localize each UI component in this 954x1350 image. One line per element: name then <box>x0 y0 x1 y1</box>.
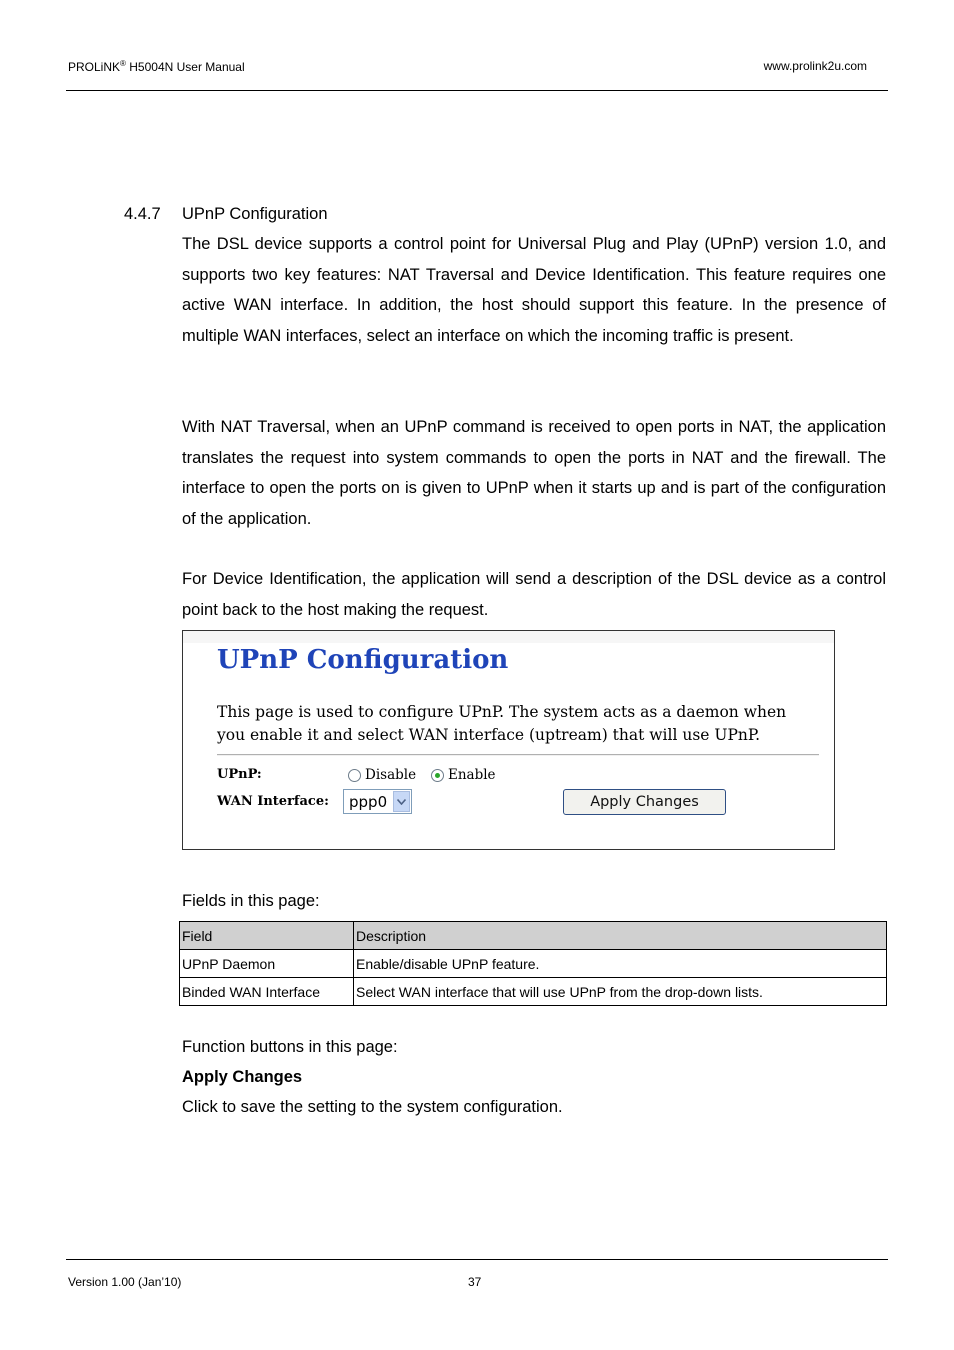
radio-enable[interactable] <box>431 767 496 783</box>
table-cell-description: Select WAN interface that will use UPnP from the drop-down lists. <box>354 978 887 1006</box>
header-description: Description <box>354 922 887 950</box>
page-number: 37 <box>468 1275 482 1289</box>
wan-interface-select[interactable] <box>343 789 412 814</box>
table-cell-field: UPnP Daemon <box>180 950 354 978</box>
radio-enable-label: Enable <box>448 767 496 783</box>
panel-divider <box>217 754 819 756</box>
panel-top-band <box>183 631 834 643</box>
footer-version: Version 1.00 (Jan’10) <box>68 1275 182 1289</box>
apply-changes-button[interactable]: Apply Changes <box>563 789 726 815</box>
radio-disable[interactable] <box>348 767 416 783</box>
header-title <box>68 59 245 74</box>
paragraph-intro: The DSL device supports a control point for Universal Plug and Play (UPnP) version 1.0, and supports two key features: NAT Traversal and Device Identification. This feature requires one active WAN interface. In addition, the host should support this feature. In the presence of multiple WAN interfaces, select an interface on which the incoming traffic is present. <box>182 235 886 345</box>
registered-mark: ® <box>120 59 126 68</box>
section-number: 4.4.7 <box>124 205 161 223</box>
chevron-down-icon[interactable] <box>393 791 410 812</box>
brand-name: PROLiNK <box>68 60 121 74</box>
header-url: www.prolink2u.com <box>763 59 867 73</box>
function-button-description: Click to save the setting to the system configuration. <box>182 1098 563 1116</box>
table-header-row <box>180 922 887 950</box>
table-row <box>180 978 887 1006</box>
function-buttons-label: Function buttons in this page: <box>182 1038 398 1056</box>
function-button-name: Apply Changes <box>182 1068 303 1086</box>
header-rule <box>66 90 888 91</box>
radio-enable-circle[interactable] <box>431 769 444 782</box>
fields-label: Fields in this page: <box>182 892 320 910</box>
panel-title: UPnP Configuration <box>217 645 509 675</box>
table-row <box>180 950 887 978</box>
paragraph-nat-traversal: With NAT Traversal, when an UPnP command is received to open ports in NAT, the application translates the request into system commands to open the ports in NAT and the firewall. The interface to open the ports on is given to UPnP when it starts up and is part of the configuration of the application. <box>182 418 886 528</box>
fields-table <box>179 921 887 1006</box>
footer-rule <box>66 1259 888 1260</box>
radio-disable-circle[interactable] <box>348 769 361 782</box>
section-title: UPnP Configuration <box>182 205 328 223</box>
manual-name: H5004N User Manual <box>125 60 245 74</box>
table-cell-field: Binded WAN Interface <box>180 978 354 1006</box>
wan-interface-value: ppp0 <box>349 793 388 811</box>
upnp-config-screenshot <box>182 630 835 850</box>
radio-disable-label: Disable <box>365 767 417 783</box>
panel-description: This page is used to configure UPnP. The system acts as a daemon when you enable it and select WAN interface (uptream) that will use UPnP. <box>217 703 787 744</box>
wan-interface-label: WAN Interface: <box>217 794 329 809</box>
header-field: Field <box>180 922 354 950</box>
paragraph-device-identification: For Device Identification, the application will send a description of the DSL device as a control point back to the host making the request. <box>182 570 886 619</box>
table-cell-description: Enable/disable UPnP feature. <box>354 950 887 978</box>
upnp-label: UPnP: <box>217 767 262 782</box>
